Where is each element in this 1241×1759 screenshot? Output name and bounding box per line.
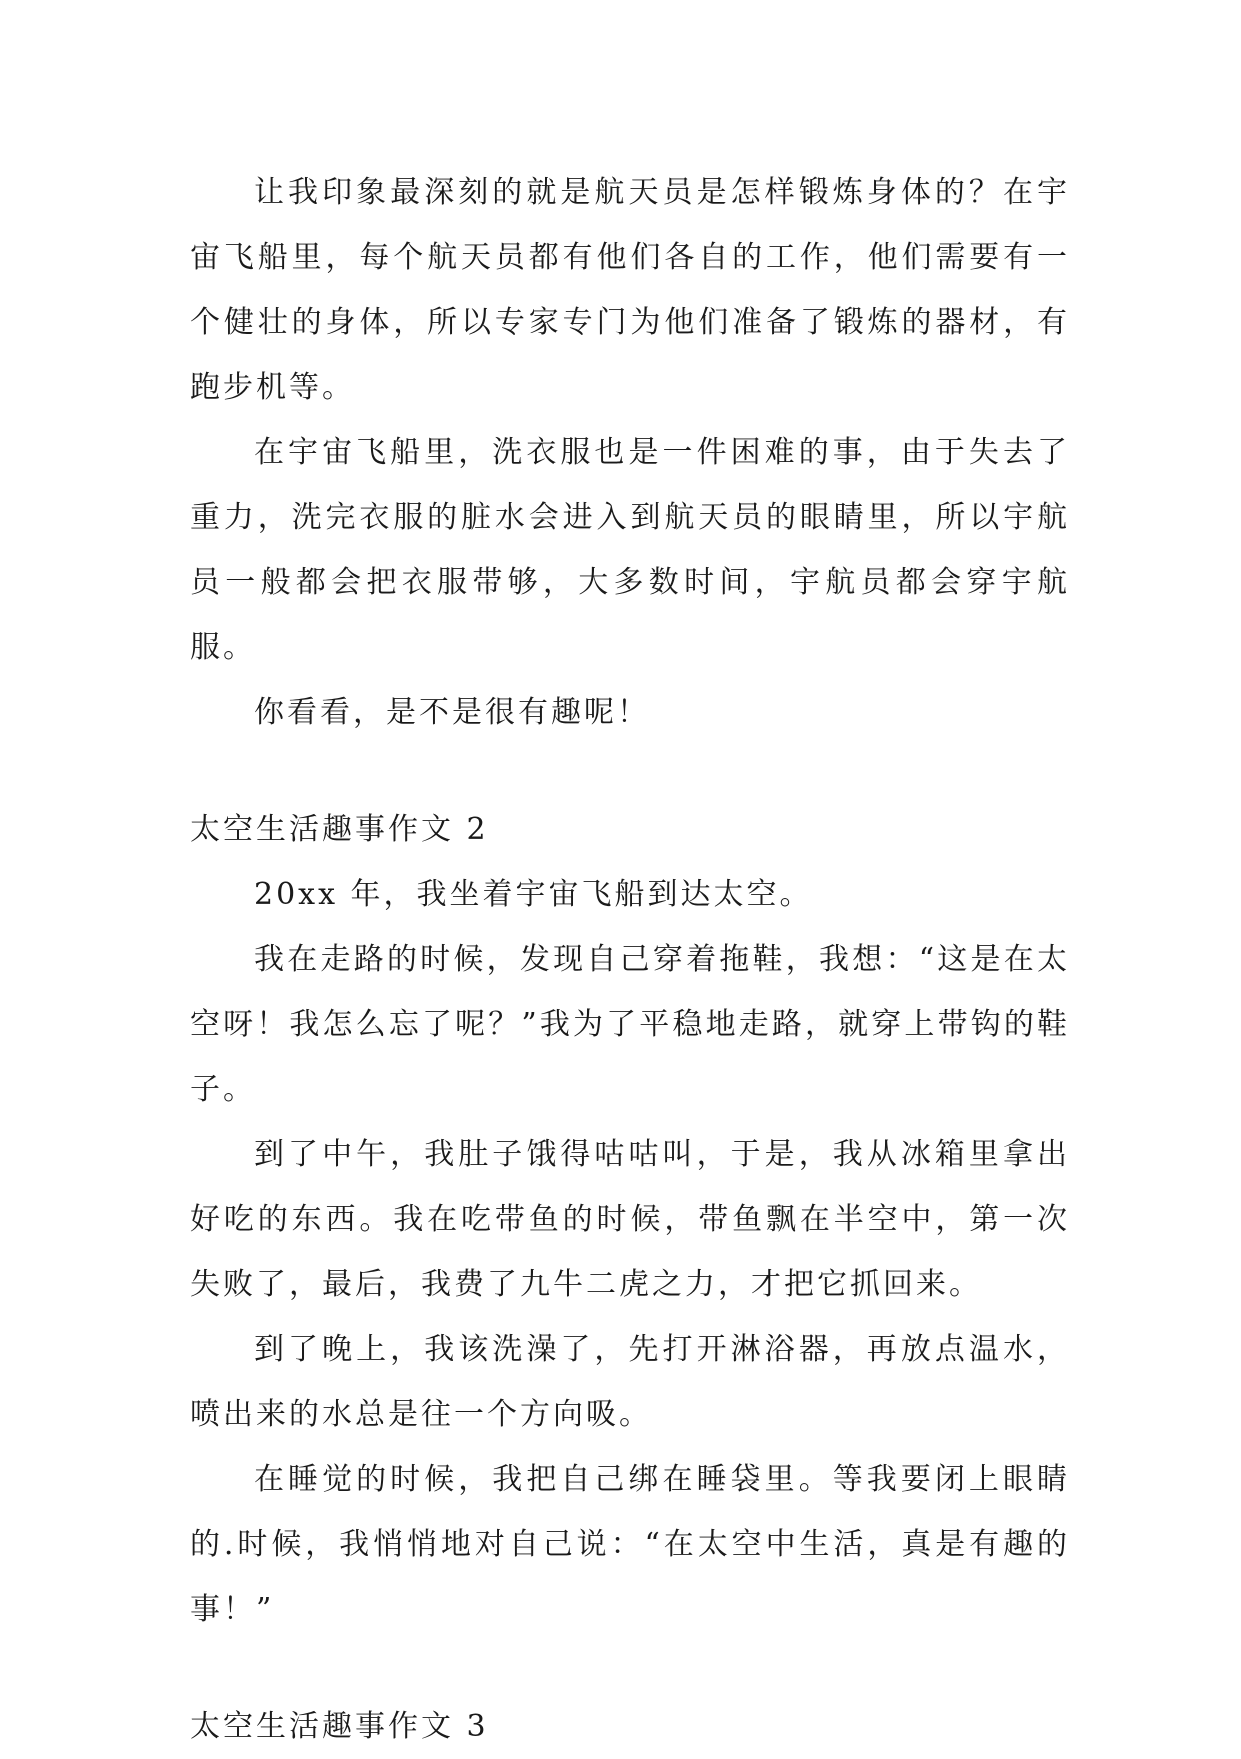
document-body: [190, 160, 1070, 1759]
paragraph: 我在走路的时候，发现自己穿着拖鞋，我想：“这是在太空呀！我怎么忘了呢？”我为了平稳地走路，就穿上带钩的鞋子。: [190, 942, 1070, 1107]
paragraph: 20xx 年，我坐着宇宙飞船到达太空。: [254, 877, 813, 912]
paragraph: 到了中午，我肚子饿得咕咕叫，于是，我从冰箱里拿出好吃的东西。我在吃带鱼的时候，带鱼飘在半空中，第一次失败了，最后，我费了九牛二虎之力，才把它抓回来。: [190, 1137, 1070, 1302]
paragraph: 在睡觉的时候，我把自己绑在睡袋里。等我要闭上眼睛的.时候，我悄悄地对自己说：“在太空中生活，真是有趣的事！”: [190, 1462, 1070, 1627]
section-heading: 太空生活趣事作文 2: [190, 812, 489, 847]
section-heading: 太空生活趣事作文 3: [190, 1709, 489, 1744]
paragraph: 让我印象最深刻的就是航天员是怎样锻炼身体的？在宇宙飞船里，每个航天员都有他们各自的工作，他们需要有一个健壮的身体，所以专家专门为他们准备了锻炼的器材，有跑步机等。: [190, 175, 1070, 405]
paragraph: 你看看，是不是很有趣呢！: [254, 695, 650, 730]
paragraph: 到了晚上，我该洗澡了，先打开淋浴器，再放点温水，喷出来的水总是往一个方向吸。: [190, 1332, 1070, 1432]
paragraph: 在宇宙飞船里，洗衣服也是一件困难的事，由于失去了重力，洗完衣服的脏水会进入到航天员的眼睛里，所以宇航员一般都会把衣服带够，大多数时间，宇航员都会穿宇航服。: [190, 435, 1070, 665]
